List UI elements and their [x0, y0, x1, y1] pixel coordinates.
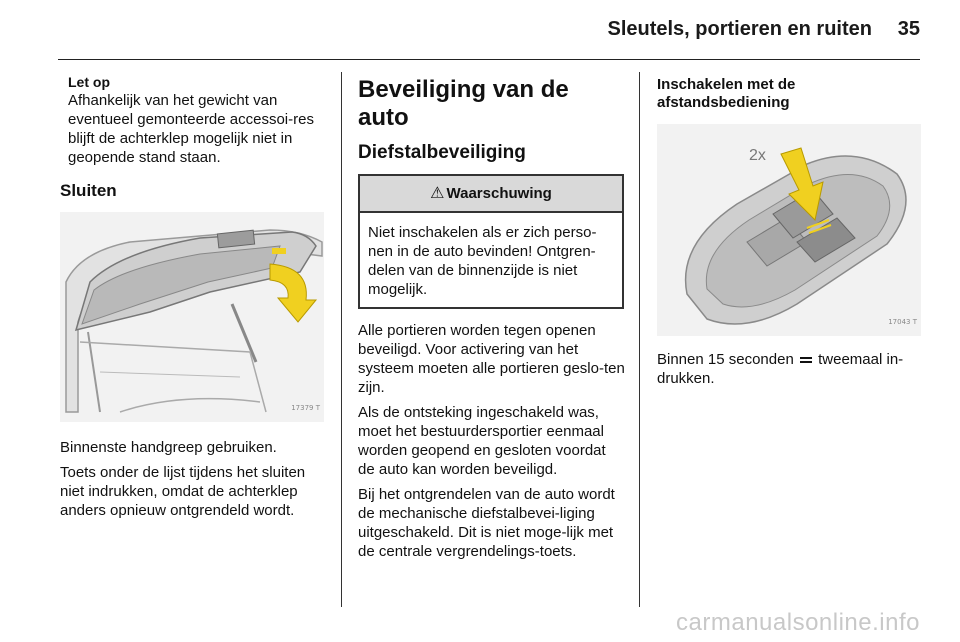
warning-title: Waarschuwing — [446, 185, 552, 202]
warning-header — [360, 176, 622, 213]
tailgate-drawing — [60, 212, 324, 422]
warning-body: Niet inschakelen als er zich perso-nen in de auto bevinden! Ontgren-delen van de binnenzijde is niet mogelijk. — [368, 224, 597, 298]
paragraph: Binnenste handgreep gebruiken. — [60, 439, 277, 456]
warning-triangle-icon: ⚠ — [430, 185, 445, 202]
page-header-title: Sleutels, portieren en ruiten — [607, 18, 872, 40]
note-heading: Let op — [68, 74, 110, 90]
paragraph-text-before: Binnen 15 seconden — [657, 351, 794, 368]
column-left — [60, 74, 324, 526]
paragraph: Als de ontsteking ingeschakeld was, moet het bestuurdersportier eenmaal worden geopend en gesloten voordat de auto kan worden beveiligd. — [358, 404, 606, 478]
watermark: carmanualsonline.info — [676, 609, 920, 636]
column-divider-1 — [341, 72, 342, 607]
paragraph-text-after: tweemaal in-drukken. — [657, 351, 904, 387]
paragraph — [657, 350, 923, 388]
figure-code: 17043 T — [888, 318, 917, 326]
column-middle — [358, 74, 626, 567]
figure-label: 2x — [749, 147, 766, 164]
header-rule — [58, 59, 920, 60]
paragraph: Bij het ontgrendelen van de auto wordt de mechanische diefstalbevei-liging uitgeschakeld. Dit is niet moge-lijk met de centrale vergrendelings-toets. — [358, 486, 615, 560]
paragraph: Toets onder de lijst tijdens het sluiten niet indrukken, omdat de achterklep anders opnieuw ontgrendeld wordt. — [60, 464, 306, 519]
key-fob-illustration — [657, 124, 921, 336]
subsection-heading: Inschakelen met de afstandsbediening — [657, 76, 796, 111]
section-heading-sluiten: Sluiten — [60, 181, 117, 200]
paragraph: Alle portieren worden tegen openen beveiligd. Voor activering van het systeem moeten alle portieren geslo-ten zijn. — [358, 322, 625, 396]
key-fob-drawing — [657, 124, 921, 336]
section-title: Beveiliging van de auto — [358, 76, 569, 131]
note-body: Afhankelijk van het gewicht van eventueel gemonteerde accessoi-res blijft de achterklep mogelijk niet in geopende stand staan. — [68, 92, 314, 166]
lock-button-icon — [800, 355, 812, 364]
column-divider-2 — [639, 72, 640, 607]
page-number: 35 — [897, 18, 920, 40]
tailgate-illustration — [60, 212, 324, 422]
column-right — [657, 76, 923, 394]
figure-code: 17379 T — [291, 404, 320, 412]
subsection-title: Diefstalbeveiliging — [358, 142, 526, 163]
warning-box — [358, 174, 624, 309]
